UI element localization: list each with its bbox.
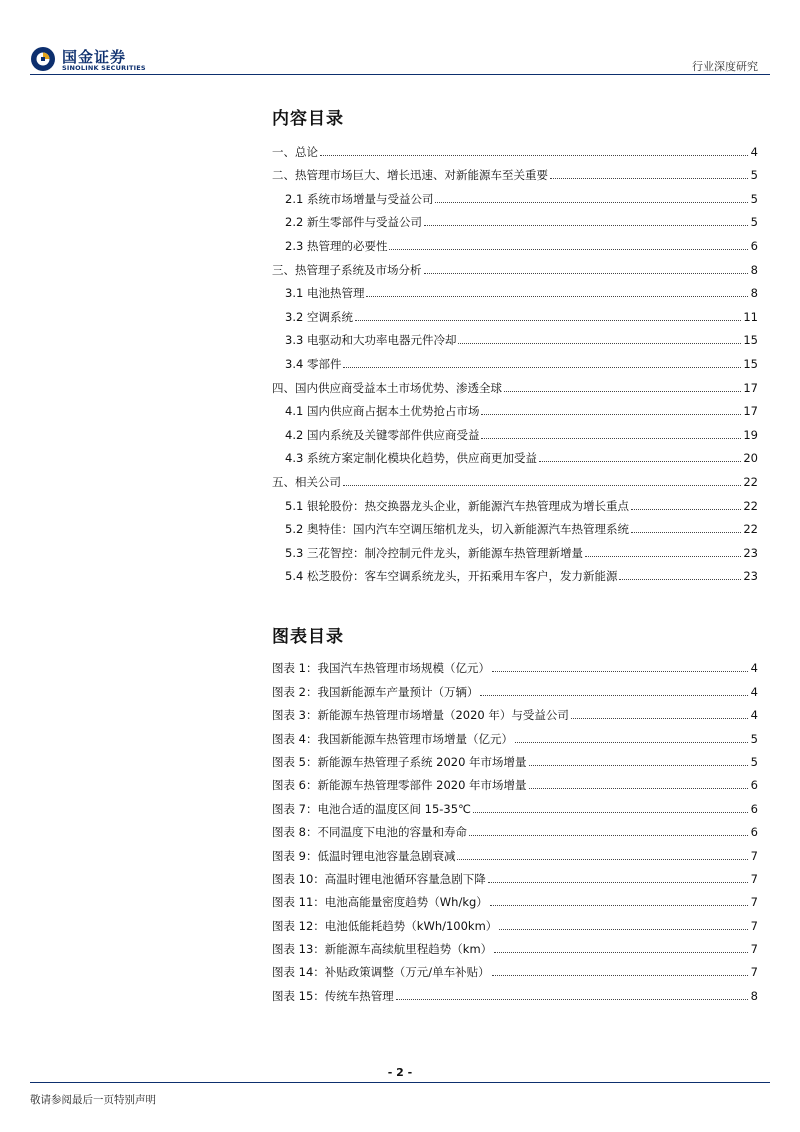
figure-entry[interactable] (272, 745, 758, 768)
toc-entry[interactable] (272, 276, 758, 300)
toc-entry[interactable] (272, 346, 758, 370)
figure-entry-page: 7 (750, 965, 758, 980)
toc-entry-page: 8 (750, 286, 758, 301)
dot-leader (424, 272, 749, 274)
toc-entry-label: 2.1 系统市场增量与受益公司 (285, 191, 434, 206)
toc-entry[interactable] (272, 464, 758, 488)
disclaimer-note: 敬请参阅最后一页特别声明 (30, 1094, 156, 1106)
toc-entry-label: 4.3 系统方案定制化模块化趋势，供应商更加受益 (285, 451, 537, 466)
toc-entry[interactable] (272, 370, 758, 394)
dot-leader (480, 694, 748, 696)
toc-entry-page: 17 (743, 404, 758, 419)
dot-leader (389, 248, 748, 250)
dot-leader (343, 366, 741, 368)
toc-entry-label: 3.2 空调系统 (285, 309, 353, 324)
dot-leader (424, 224, 748, 226)
dot-leader (529, 787, 748, 789)
figure-entry-label: 图表 14：补贴政策调整（万元/单车补贴） (272, 965, 490, 980)
dot-leader (529, 764, 748, 766)
dot-leader (494, 951, 748, 953)
toc-entry-label: 3.1 电池热管理 (285, 286, 365, 301)
toc-entry-label: 5.1 银轮股份：热交换器龙头企业，新能源汽车热管理成为增长重点 (285, 498, 629, 513)
figure-entry[interactable] (272, 651, 758, 674)
toc-entry-page: 22 (743, 522, 758, 537)
figure-entry[interactable] (272, 791, 758, 814)
figure-entry-page: 7 (750, 918, 758, 933)
figure-entry-page: 7 (750, 942, 758, 957)
toc-entry[interactable] (272, 441, 758, 465)
toc-entry[interactable] (272, 535, 758, 559)
dot-leader (469, 834, 748, 836)
figure-entry-label: 图表 7：电池合适的温度区间 15-35℃ (272, 801, 471, 816)
figures-title: 图表目录 (272, 627, 344, 647)
dot-leader (631, 508, 741, 510)
toc-entry-page: 5 (750, 168, 758, 183)
toc-entry-label: 3.4 零部件 (285, 356, 342, 371)
toc-entry-label: 2.2 新生零部件与受益公司 (285, 215, 422, 230)
dot-leader (504, 390, 741, 392)
toc-entry-page: 15 (743, 356, 758, 371)
figure-entry[interactable] (272, 815, 758, 838)
figure-entry-label: 图表 5：新能源车热管理子系统 2020 年市场增量 (272, 754, 527, 769)
company-logo (30, 46, 160, 76)
dot-leader (619, 578, 741, 580)
figure-entry-page: 5 (750, 731, 758, 746)
toc-entry-label: 四、国内供应商受益本土市场优势、渗透全球 (272, 380, 502, 395)
dot-leader (499, 928, 748, 930)
figure-entry-page: 6 (750, 825, 758, 840)
figure-entry-page: 7 (750, 895, 758, 910)
toc-entry-label: 3.3 电驱动和大功率电器元件冷却 (285, 333, 457, 348)
figure-entry[interactable] (272, 768, 758, 791)
figure-entry-label: 图表 12：电池低能耗趋势（kWh/100km） (272, 918, 498, 933)
figure-entry-label: 图表 9：低温时锂电池容量急剧衰减 (272, 848, 456, 863)
toc-entry-label: 三、热管理子系统及市场分析 (272, 262, 422, 277)
toc-entry[interactable] (272, 512, 758, 536)
figure-entry-page: 5 (750, 754, 758, 769)
figures-list (272, 651, 758, 1002)
figure-entry[interactable] (272, 908, 758, 931)
figure-entry-page: 7 (750, 848, 758, 863)
figure-entry-label: 图表 3：新能源车热管理市场增量（2020 年）与受益公司 (272, 708, 569, 723)
toc-entry-page: 19 (743, 427, 758, 442)
dot-leader (435, 201, 748, 203)
figure-entry-label: 图表 2：我国新能源车产量预计（万辆） (272, 684, 479, 699)
dot-leader (492, 974, 748, 976)
toc-entry-page: 5 (750, 215, 758, 230)
page-header (0, 0, 800, 80)
toc-entry-label: 5.2 奥特佳：国内汽车空调压缩机龙头，切入新能源汽车热管理系统 (285, 522, 629, 537)
figure-entry-label: 图表 10：高温时锂电池循环容量急剧下降 (272, 871, 486, 886)
toc-entry[interactable] (272, 488, 758, 512)
toc-entry-label: 5.3 三花智控：制冷控制元件龙头，新能源车热管理新增量 (285, 545, 583, 560)
toc-entry[interactable] (272, 417, 758, 441)
dot-leader (490, 904, 748, 906)
toc-list (272, 134, 758, 582)
dot-leader (458, 342, 741, 344)
dot-leader (481, 437, 741, 439)
toc-entry-page: 22 (743, 498, 758, 513)
dot-leader (473, 811, 748, 813)
figure-entry[interactable] (272, 674, 758, 697)
dot-leader (488, 881, 748, 883)
dot-leader (366, 295, 748, 297)
figure-entry-page: 4 (750, 661, 758, 676)
toc-entry-label: 一、总论 (272, 144, 318, 159)
toc-entry-page: 11 (743, 309, 758, 324)
figure-entry[interactable] (272, 885, 758, 908)
toc-entry[interactable] (272, 559, 758, 583)
toc-entry-page: 15 (743, 333, 758, 348)
toc-entry-label: 二、热管理市场巨大、增长迅速、对新能源车至关重要 (272, 168, 548, 183)
toc-title: 内容目录 (272, 109, 344, 129)
header-divider (30, 74, 770, 75)
figure-entry[interactable] (272, 932, 758, 955)
toc-entry[interactable] (272, 394, 758, 418)
figure-entry-page: 8 (750, 988, 758, 1003)
toc-entry[interactable] (272, 252, 758, 276)
figure-entry-page: 6 (750, 801, 758, 816)
figure-entry[interactable] (272, 955, 758, 978)
figure-entry-label: 图表 6：新能源车热管理零部件 2020 年市场增量 (272, 778, 527, 793)
toc-entry[interactable] (272, 205, 758, 229)
toc-entry-label: 五、相关公司 (272, 474, 341, 489)
toc-entry-page: 23 (743, 545, 758, 560)
dot-leader (355, 319, 741, 321)
figure-entry-page: 4 (750, 684, 758, 699)
logo-english-name: SINOLINK SECURITIES (62, 64, 146, 72)
toc-entry-label: 4.1 国内供应商占据本土优势抢占市场 (285, 404, 480, 419)
toc-entry-page: 20 (743, 451, 758, 466)
page-number: - 2 - (387, 1066, 413, 1079)
toc-entry[interactable] (272, 299, 758, 323)
toc-entry-page: 6 (750, 238, 758, 253)
dot-leader (457, 858, 748, 860)
figure-entry[interactable] (272, 698, 758, 721)
toc-entry-page: 4 (750, 144, 758, 159)
dot-leader (396, 998, 748, 1000)
toc-entry-page: 22 (743, 474, 758, 489)
dot-leader (343, 484, 741, 486)
toc-entry-label: 5.4 松芝股份：客车空调系统龙头，开拓乘用车客户，发力新能源 (285, 569, 618, 584)
dot-leader (631, 531, 741, 533)
toc-entry-page: 5 (750, 191, 758, 206)
figure-entry-label: 图表 4：我国新能源车热管理市场增量（亿元） (272, 731, 513, 746)
figure-entry-page: 6 (750, 778, 758, 793)
toc-entry[interactable] (272, 134, 758, 158)
dot-leader (539, 460, 741, 462)
toc-entry-label: 2.3 热管理的必要性 (285, 238, 388, 253)
sinolink-logo-icon (30, 46, 56, 72)
figure-entry[interactable] (272, 838, 758, 861)
dot-leader (492, 670, 748, 672)
report-type: 行业深度研究 (692, 60, 758, 73)
toc-entry[interactable] (272, 323, 758, 347)
dot-leader (571, 717, 748, 719)
figure-entry-label: 图表 15：传统车热管理 (272, 988, 394, 1003)
toc-entry-page: 8 (750, 262, 758, 277)
figure-entry[interactable] (272, 862, 758, 885)
toc-entry-page: 23 (743, 569, 758, 584)
figure-entry-page: 7 (750, 871, 758, 886)
figure-entry-label: 图表 13：新能源车高续航里程趋势（km） (272, 942, 493, 957)
figure-entry[interactable] (272, 978, 758, 1001)
dot-leader (320, 154, 748, 156)
logo-chinese-name: 国金证券 (62, 48, 127, 66)
toc-entry[interactable] (272, 228, 758, 252)
figure-entry[interactable] (272, 721, 758, 744)
dot-leader (481, 413, 741, 415)
toc-entry-page: 17 (743, 380, 758, 395)
toc-entry[interactable] (272, 158, 758, 182)
dot-leader (550, 177, 748, 179)
toc-entry[interactable] (272, 181, 758, 205)
footer-divider (30, 1082, 770, 1083)
figure-entry-label: 图表 11：电池高能量密度趋势（Wh/kg） (272, 895, 488, 910)
figure-entry-page: 4 (750, 708, 758, 723)
figure-entry-label: 图表 8：不同温度下电池的容量和寿命 (272, 825, 467, 840)
dot-leader (585, 555, 741, 557)
figure-entry-label: 图表 1：我国汽车热管理市场规模（亿元） (272, 661, 490, 676)
toc-entry-label: 4.2 国内系统及关键零部件供应商受益 (285, 427, 480, 442)
dot-leader (515, 741, 748, 743)
